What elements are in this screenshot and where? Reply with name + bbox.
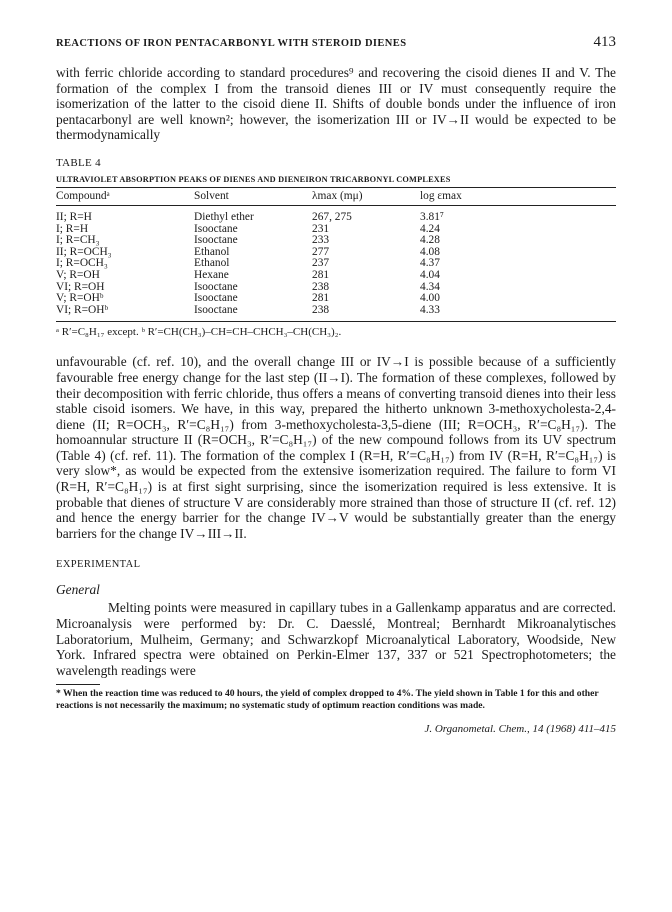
col-log-eps: log εmax — [420, 189, 462, 202]
cell: 238 — [312, 303, 330, 316]
table-row — [56, 270, 616, 282]
table-label: TABLE 4 — [56, 156, 101, 169]
running-title: REACTIONS OF IRON PENTACARBONYL WITH STEROID DIENES — [56, 38, 407, 49]
col-solvent: Solvent — [194, 189, 229, 202]
col-compound: Compoundᵃ — [56, 189, 110, 202]
cell: Isooctane — [194, 303, 238, 316]
page-footnote: * When the reaction time was reduced to 40 hours, the yield of complex dropped to 4%. The yield shown in Table 1 for this and other reactions is not necessarily the maximum; no systematic study of optimum reaction conditions was made. — [56, 688, 599, 711]
cell: 281 — [312, 268, 330, 281]
paragraph-2: unfavourable (cf. ref. 10), and the overall change III or IV→I is possible because of a sufficiently favourable free energy change for the last step (II→I). The formation of these complexes, followed by their decomposition with ferric chloride, thus offers a means of converting transoid dienes into their less stable cisoid isomers. We have, in this way, prepared the hitherto unknown 3-methoxycholesta-2,4-diene (II; R=OCH₃, R′=C₈H₁₇) from 3-methoxycholesta-3,5-diene (III; R=OCH₃, R′=C₈H₁₇). The homoannular structure II (R=OCH₃, R′=C₈H₁₇) of the new compound follows from its UV spectrum (Table 4) (cf. ref. 11). The formation of the complex I (R=H, R′=C₈H₁₇) from IV (R=H, R′=C₈H₁₇) is very slow*, as would be expected from the extensive isomerization required. The failure to form VI (R=H, R′=C₈H₁₇) is at first sight surprising, since the isomerization required is less extensive. It is probable that dienes of structure V are considerably more strained than those of structure II (cf. ref. 12) and hence the energy barrier for the change IV→V would be substantially greater than the energy barriers for the change IV→III→II. — [56, 354, 616, 541]
table-row — [56, 293, 616, 305]
table-row — [56, 235, 616, 247]
cell: II; R=OCH₃ — [56, 245, 112, 258]
cell: 4.04 — [420, 268, 440, 281]
running-header — [56, 34, 616, 51]
cell: 4.00 — [420, 292, 440, 305]
table-footnote: ᵃ R′=C₈H₁₇ except. ᵇ R′=CH(CH₃)–CH=CH–CHCH₃–CH(CH₃)₂. — [56, 326, 342, 339]
table-title: ULTRAVIOLET ABSORPTION PEAKS OF DIENES AND DIENEIRON TRICARBONYL COMPLEXES — [56, 174, 451, 184]
cell: 267, 275 — [312, 210, 352, 223]
cell: 4.37 — [420, 257, 440, 270]
cell: 277 — [312, 245, 330, 258]
table-header-row — [56, 187, 616, 205]
cell: I; R=CH₃ — [56, 234, 100, 247]
cell: 231 — [312, 222, 330, 235]
cell: 237 — [312, 257, 330, 270]
uv-table — [56, 187, 616, 322]
cell: 238 — [312, 280, 330, 293]
cell: VI; R=OHᵇ — [56, 303, 109, 316]
table-row — [56, 247, 616, 259]
cell: Diethyl ether — [194, 210, 254, 223]
table-row — [56, 205, 616, 223]
cell: I; R=OCH₃ — [56, 257, 108, 270]
table-row — [56, 224, 616, 236]
cell: 3.81⁷ — [420, 210, 444, 223]
cell: Isooctane — [194, 292, 238, 305]
table-row — [56, 282, 616, 294]
page-number: 413 — [593, 34, 616, 50]
subheading: General — [56, 582, 100, 598]
cell: Isooctane — [194, 234, 238, 247]
cell: 4.28 — [420, 234, 440, 247]
cell: I; R=H — [56, 222, 89, 235]
footnote-rule — [56, 684, 100, 685]
table-row — [56, 305, 616, 322]
cell: Ethanol — [194, 257, 230, 270]
cell: 4.33 — [420, 303, 440, 316]
paragraph-3: Melting points were measured in capillary tubes in a Gallenkamp apparatus and are corrected. Microanalysis were performed by: Dr. C. Daesslé, Montreal; Bernhardt Mikroanalytisches Laboratorium, Mulheim, Germany; and Schwarzkopf Microanalytical Laboratory, Woodside, New York. Infrared spectra were obtained on Perkin-Elmer 137, 337 or 521 Spectrophotometers; the wavelength readings were — [56, 600, 616, 678]
paragraph-1: with ferric chloride according to standard procedures⁹ and recovering the cisoid dienes II and V. The formation of the complex I from the transoid dienes III or IV must consequently require the isomerization of the latter to the cisoid diene II. Shifts of double bonds under the influence of iron pentacarbonyl are well known²; however, the isomerization III or IV→II would be expected to be thermodynamically — [56, 65, 616, 143]
cell: Isooctane — [194, 222, 238, 235]
cell: 281 — [312, 292, 330, 305]
cell: 4.24 — [420, 222, 440, 235]
cell: VI; R=OH — [56, 280, 105, 293]
journal-reference: J. Organometal. Chem., 14 (1968) 411–415 — [424, 723, 616, 735]
cell: II; R=H — [56, 210, 92, 223]
cell: V; R=OHᵇ — [56, 292, 104, 305]
cell: V; R=OH — [56, 268, 100, 281]
cell: 233 — [312, 234, 330, 247]
cell: 4.34 — [420, 280, 440, 293]
page — [56, 34, 616, 735]
cell: Hexane — [194, 268, 229, 281]
cell: 4.08 — [420, 245, 440, 258]
table-row — [56, 258, 616, 270]
cell: Isooctane — [194, 280, 238, 293]
cell: Ethanol — [194, 245, 230, 258]
section-heading: EXPERIMENTAL — [56, 559, 141, 571]
col-lambda: λmax (mμ) — [312, 189, 363, 202]
